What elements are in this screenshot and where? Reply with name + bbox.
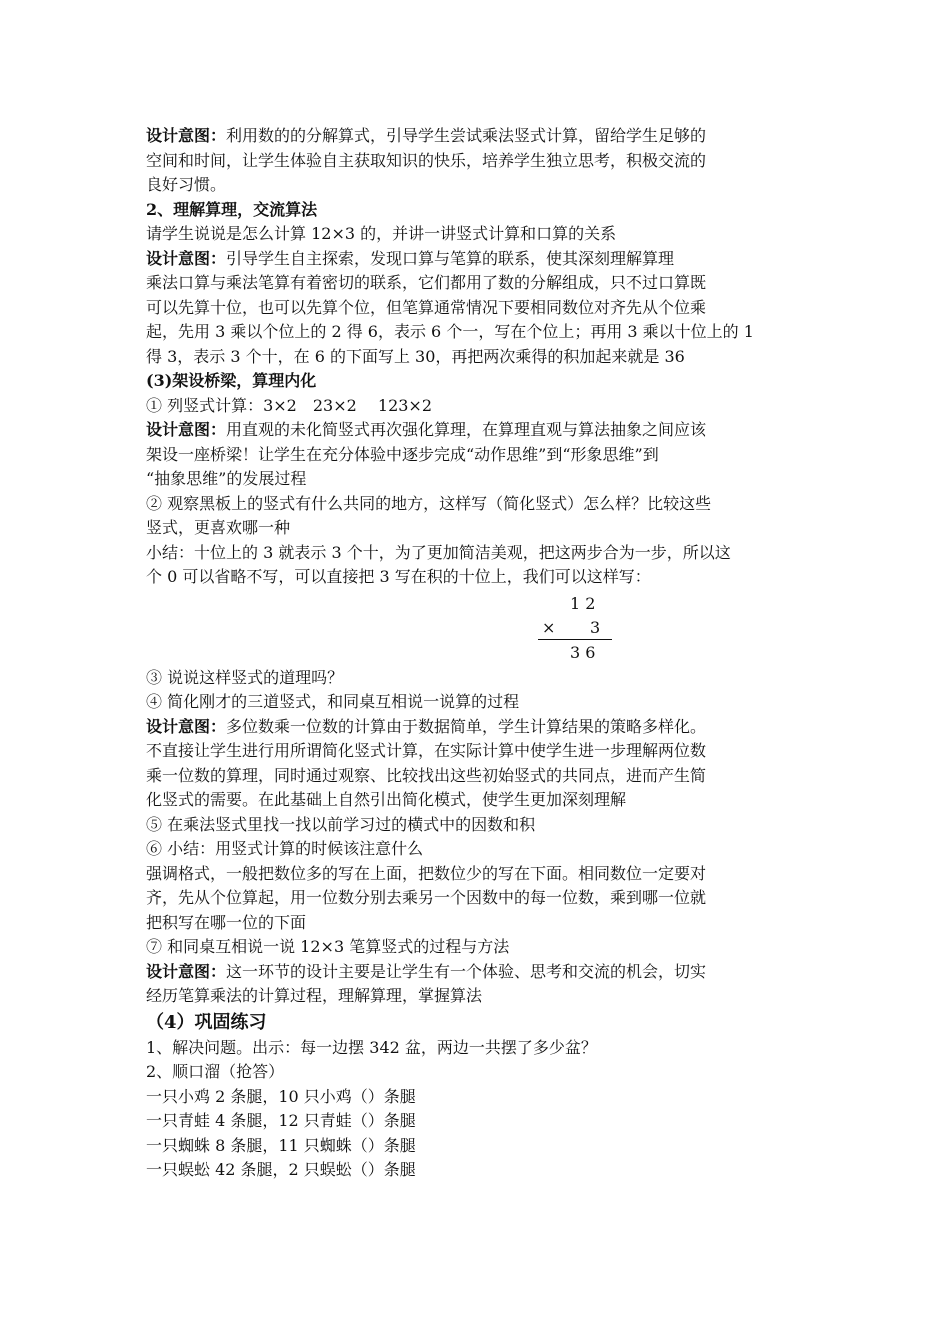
paragraph-line: 化竖式的需要。在此基础上自然引出简化模式，使学生更加深刻理解 <box>146 790 627 809</box>
list-item-2-continued: 竖式，更喜欢哪一种 <box>146 518 291 537</box>
multiplicand: 1 2 <box>570 593 596 613</box>
list-item-4: ④ 简化刚才的三道竖式，和同桌互相说一说算的过程 <box>146 692 520 711</box>
exercise-1: 1、解决问题。出示：每一边摆 342 盆，两边一共摆了多少盆？ <box>146 1037 597 1057</box>
paragraph-line: 起，先用 3 乘以个位上的 2 得 6，表示 6 个一，写在个位上；再用 3 乘以十位上的 1 <box>146 322 754 341</box>
multiply-sign: × <box>542 617 556 637</box>
paragraph-line: “抽象思维”的发展过程 <box>146 469 307 488</box>
design-intent-label: 设计意图： <box>146 716 227 736</box>
design-intent-paragraph-5 <box>146 960 816 985</box>
paragraph-line: 得 3，表示 3 个十，在 6 的下面写上 30，再把两次乘得的积加起来就是 36 <box>146 346 685 366</box>
paragraph-line: 用直观的未化简竖式再次强化算理，在算理直观与算法抽象之间应该 <box>226 420 707 439</box>
list-item-5: ⑤ 在乘法竖式里找一找以前学习过的横式中的因数和积 <box>146 814 536 834</box>
paragraph-text: 引导学生自主探索，发现口算与笔算的联系，使其深刻理解算理 <box>226 248 675 268</box>
vertical-multiplication <box>146 590 816 666</box>
paragraph-line: 可以先算十位，也可以先算个位，但笔算通常情况下要相同数位对齐先从个位乘 <box>146 297 707 317</box>
list-item-2: ② 观察黑板上的竖式有什么共同的地方，这样写（简化竖式）怎么样？比较这些 <box>146 493 712 513</box>
exercise-2: 2、顺口溜（抢答） <box>146 1062 285 1081</box>
design-intent-label: 设计意图： <box>146 420 227 439</box>
design-intent-paragraph-2 <box>146 247 816 272</box>
design-intent-paragraph-4 <box>146 715 816 740</box>
section-heading-3: (3)架设桥梁，算理内化 <box>146 371 317 390</box>
paragraph-line: 良好习惯。 <box>146 175 227 194</box>
summary-line: 小结：十位上的 3 就表示 3 个十，为了更加简洁美观，把这两步合为一步，所以这 <box>146 542 731 562</box>
rhyme-line: 一只蜈蚣 42 条腿，2 只蜈蚣（）条腿 <box>146 1160 416 1179</box>
design-intent-label: 设计意图： <box>146 126 227 145</box>
paragraph-line: 架设一座桥梁！让学生在充分体验中逐步完成“动作思维”到“形象思维”到 <box>146 444 659 464</box>
paragraph-line: 经历笔算乘法的计算过程，理解算理，掌握算法 <box>146 986 483 1005</box>
list-item-1: ① 列竖式计算：3×2 23×2 123×2 <box>146 395 433 415</box>
product: 3 6 <box>570 642 596 662</box>
rhyme-line: 一只青蛙 4 条腿，12 只青蛙（）条腿 <box>146 1111 416 1130</box>
design-intent-paragraph-3 <box>146 418 816 443</box>
multiplier: 3 <box>590 617 601 637</box>
paragraph-line: 齐，先从个位算起，用一位数分别去乘另一个因数中的每一位数，乘到哪一位就 <box>146 888 707 907</box>
paragraph-line: 把积写在哪一位的下面 <box>146 912 307 932</box>
paragraph-line: 多位数乘一位数的计算由于数据简单，学生计算结果的策略多样化。 <box>226 716 707 736</box>
paragraph-line: 强调格式，一般把数位多的写在上面，把数位少的写在下面。相同数位一定要对 <box>146 863 707 883</box>
summary-line: 个 0 可以省略不写，可以直接把 3 写在积的十位上，我们可以这样写： <box>146 567 651 586</box>
section-heading-4: （4）巩固练习 <box>146 1011 267 1033</box>
list-item-6: ⑥ 小结：用竖式计算的时候该注意什么 <box>146 839 424 858</box>
paragraph-line: 空间和时间，让学生体验自主获取知识的快乐，培养学生独立思考，积极交流的 <box>146 150 707 170</box>
design-intent-label: 设计意图： <box>146 248 227 268</box>
rhyme-line: 一只蜘蛛 8 条腿，11 只蜘蛛（）条腿 <box>146 1135 416 1155</box>
calc-underline <box>538 639 612 640</box>
paragraph-line: 利用数的的分解算式，引导学生尝试乘法竖式计算，留给学生足够的 <box>226 126 707 145</box>
design-intent-paragraph-1 <box>146 124 816 149</box>
paragraph-line: 不直接让学生进行用所谓简化竖式计算，在实际计算中使学生进一步理解两位数 <box>146 741 707 760</box>
section-heading-2: 2、理解算理，交流算法 <box>146 199 318 219</box>
paragraph-line: 乘一位数的算理，同时通过观察、比较找出这些初始竖式的共同点，进而产生简 <box>146 765 707 785</box>
list-item-7: ⑦ 和同桌互相说一说 12×3 笔算竖式的过程与方法 <box>146 937 510 956</box>
list-item-3: ③ 说说这样竖式的道理吗？ <box>146 667 344 687</box>
rhyme-line: 一只小鸡 2 条腿，10 只小鸡（）条腿 <box>146 1086 416 1106</box>
prompt-line: 请学生说说是怎么计算 12×3 的，并讲一讲竖式计算和口算的关系 <box>146 224 617 243</box>
design-intent-label: 设计意图： <box>146 961 227 981</box>
paragraph-line: 这一环节的设计主要是让学生有一个体验、思考和交流的机会，切实 <box>226 961 707 981</box>
document-page <box>146 124 816 1183</box>
paragraph-line: 乘法口算与乘法笔算有着密切的联系，它们都用了数的分解组成，只不过口算既 <box>146 273 707 292</box>
